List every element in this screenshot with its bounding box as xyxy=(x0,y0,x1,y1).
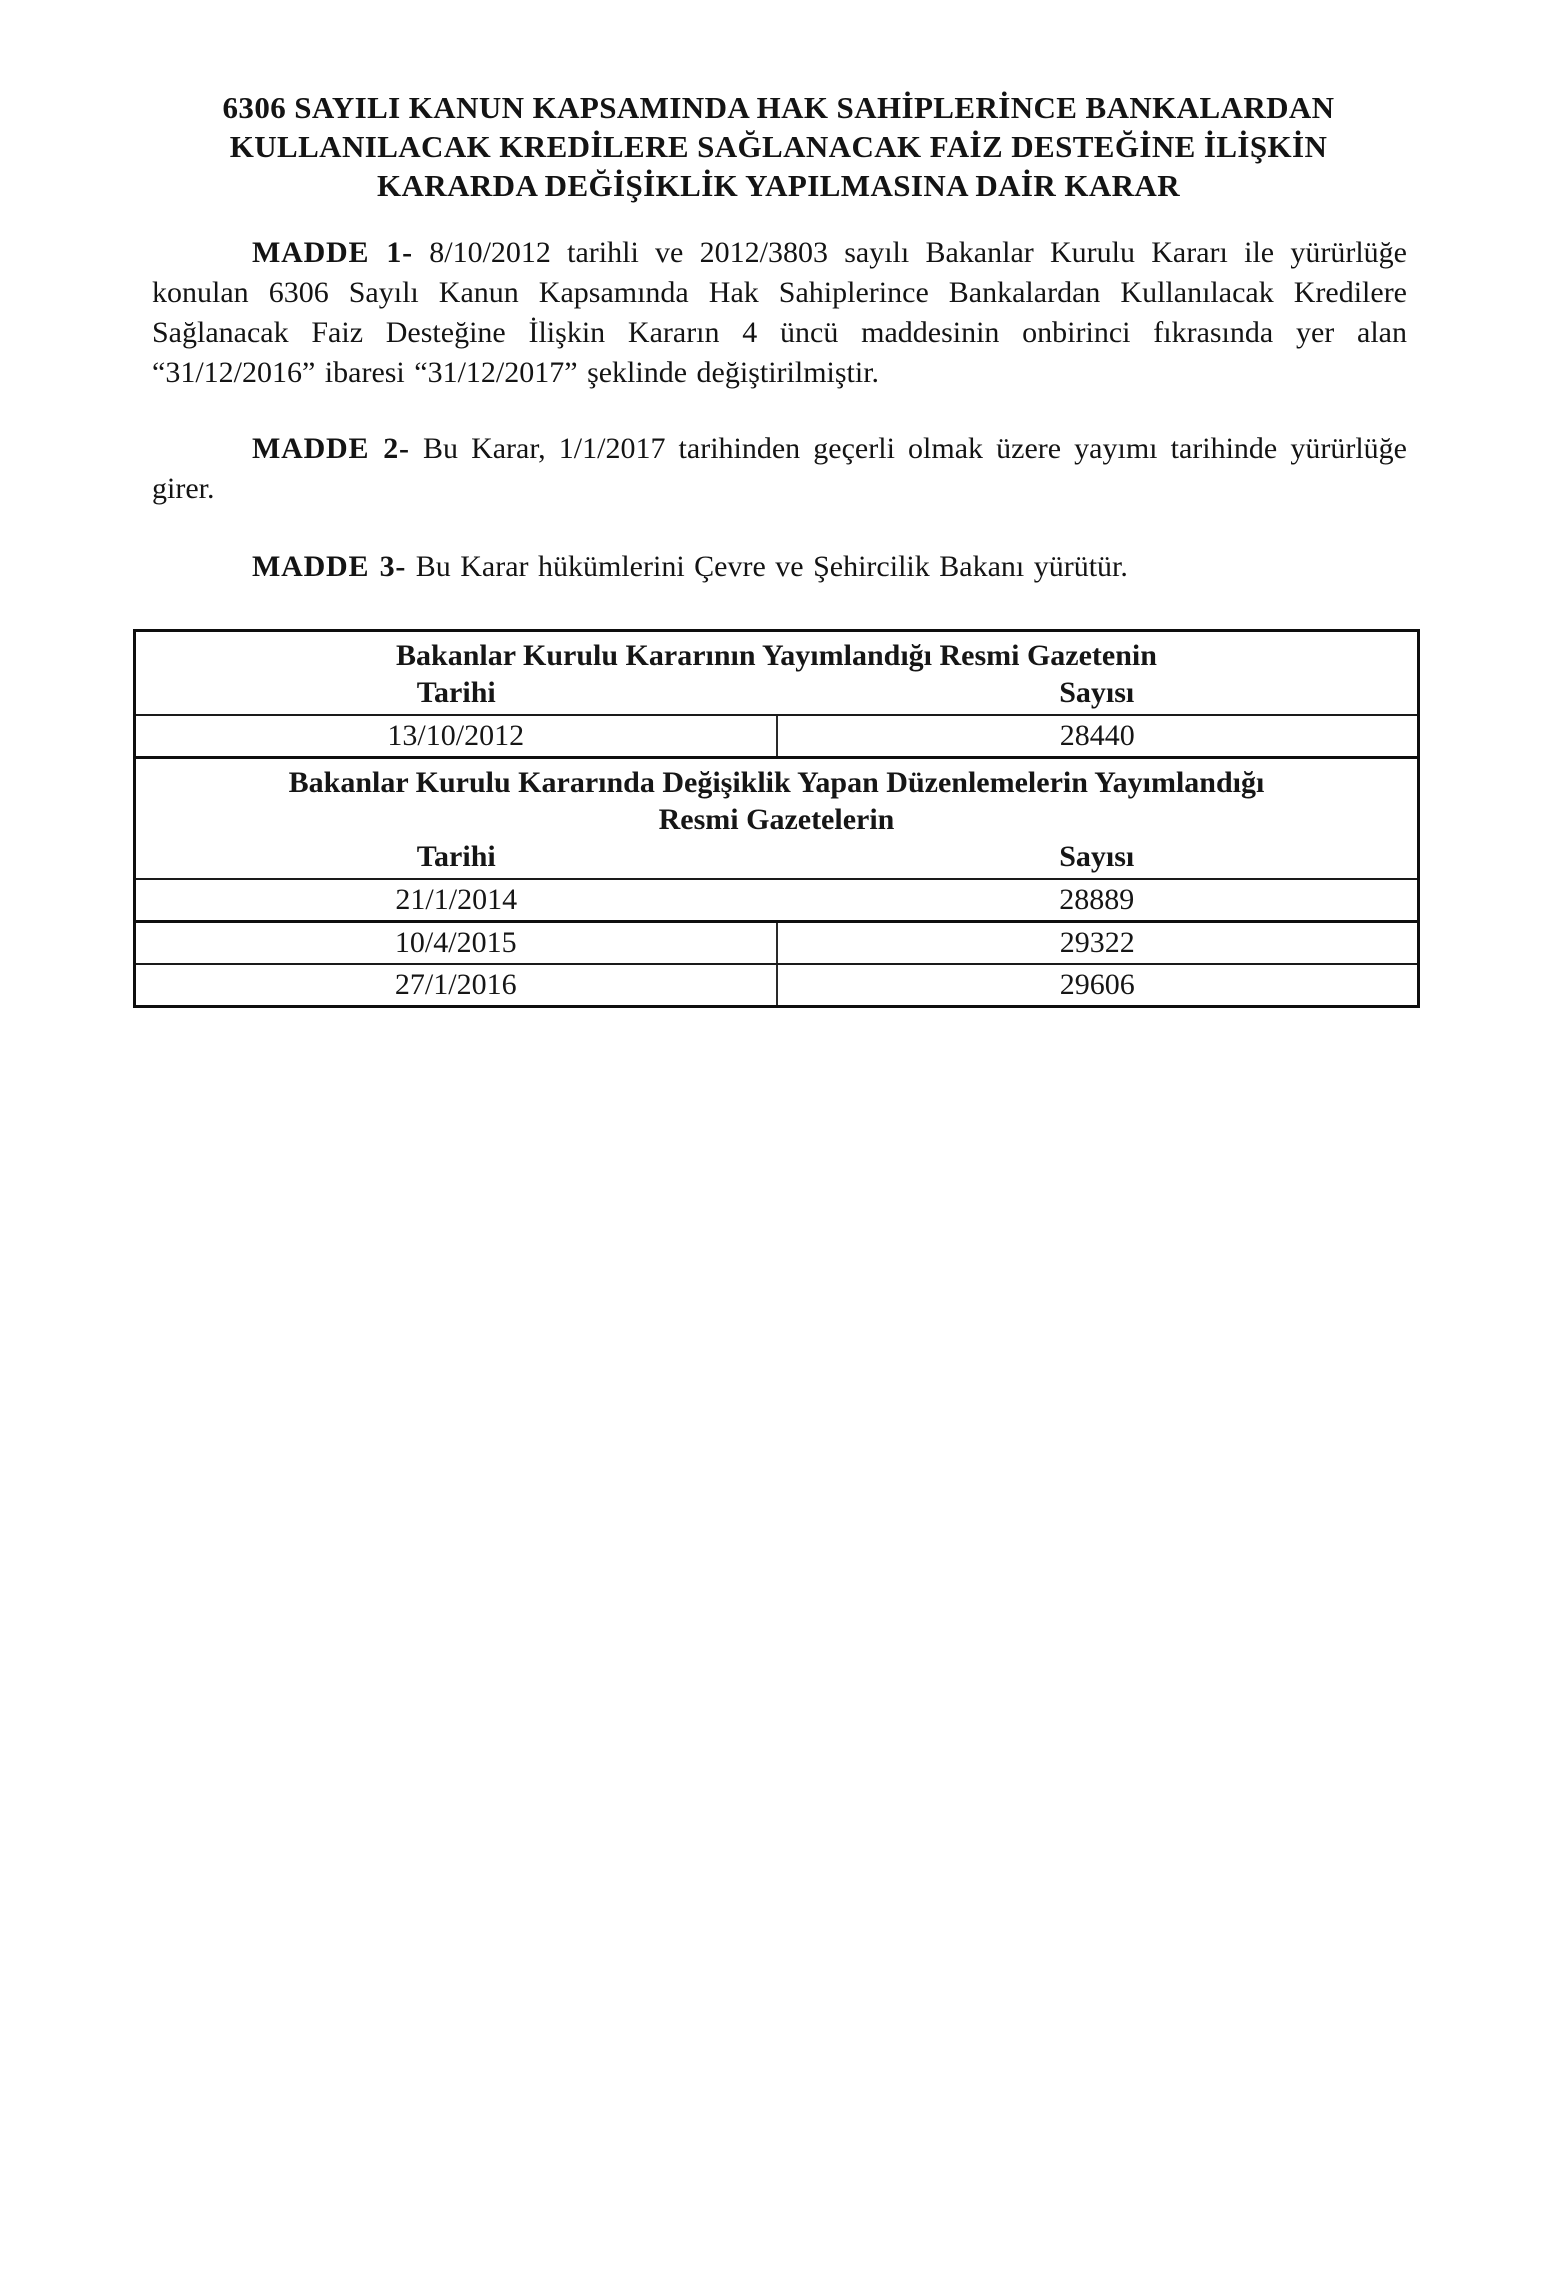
section2-title xyxy=(135,758,1419,840)
section2-date-header: Tarihi xyxy=(135,839,777,879)
title-line-2: KULLANILACAK KREDİLERE SAĞLANACAK FAİZ DESTEĞİNE İLİŞKİN xyxy=(229,129,1328,164)
section2-title-line-2: Resmi Gazetelerin xyxy=(658,803,895,836)
article-madde-2 xyxy=(152,429,1407,509)
article-2-text: Bu Karar, 1/1/2017 tarihinden geçerli olmak üzere yayımı tarihinde yürürlüğe girer. xyxy=(152,432,1407,505)
article-1-text: 8/10/2012 tarihli ve 2012/3803 sayılı Bakanlar Kurulu Kararı ile yürürlüğe konulan 6306 Sayılı Kanun Kapsamında Hak Sahiplerince Bankalardan Kullanılacak Kredilere Sağlanacak Faiz Desteğine İlişkin Kararın 4 üncü maddesinin onbirinci fıkrasında yer alan “31/12/2016” ibaresi “31/12/2017” şeklinde değiştirilmiştir. xyxy=(152,236,1407,389)
table-row xyxy=(135,964,1419,1007)
article-madde-1 xyxy=(152,233,1407,393)
date-cell: 27/1/2016 xyxy=(394,968,517,1001)
table-row xyxy=(135,879,1419,922)
article-1-label: MADDE 1- xyxy=(252,236,413,269)
gazette-table xyxy=(133,629,1420,1008)
table-row xyxy=(135,715,1419,758)
number-cell: 28440 xyxy=(777,715,1419,758)
section2-title-row xyxy=(135,758,1419,840)
article-3-label: MADDE 3- xyxy=(252,550,407,583)
date-cell: 21/1/2014 xyxy=(135,879,777,922)
section1-column-headers xyxy=(135,675,1419,715)
document-body xyxy=(152,233,1407,587)
section2-title-line-1: Bakanlar Kurulu Kararında Değişiklik Yapan Düzenlemelerin Yayımlandığı xyxy=(288,766,1265,799)
document-title xyxy=(150,88,1407,205)
article-2-label: MADDE 2- xyxy=(252,432,410,465)
date-cell: 10/4/2015 xyxy=(135,922,777,965)
number-cell: 28889 xyxy=(777,879,1419,922)
section1-number-header: Sayısı xyxy=(777,675,1419,715)
title-line-1: 6306 SAYILI KANUN KAPSAMINDA HAK SAHİPLERİNCE BANKALARDAN xyxy=(222,90,1335,125)
section1-date-header: Tarihi xyxy=(135,675,777,715)
article-madde-3 xyxy=(152,547,1407,587)
section1-title: Bakanlar Kurulu Kararının Yayımlandığı Resmi Gazetenin xyxy=(396,639,1157,672)
section1-title-row xyxy=(135,631,1419,676)
article-3-text: Bu Karar hükümlerini Çevre ve Şehircilik Bakanı yürütür. xyxy=(415,550,1128,583)
table-row xyxy=(135,922,1419,965)
title-line-3: KARARDA DEĞİŞİKLİK YAPILMASINA DAİR KARAR xyxy=(377,168,1180,203)
number-cell: 29606 xyxy=(777,964,1419,1007)
section2-column-headers xyxy=(135,839,1419,879)
date-cell: 13/10/2012 xyxy=(135,715,777,758)
section2-number-header: Sayısı xyxy=(777,839,1419,879)
number-cell: 29322 xyxy=(777,922,1419,965)
